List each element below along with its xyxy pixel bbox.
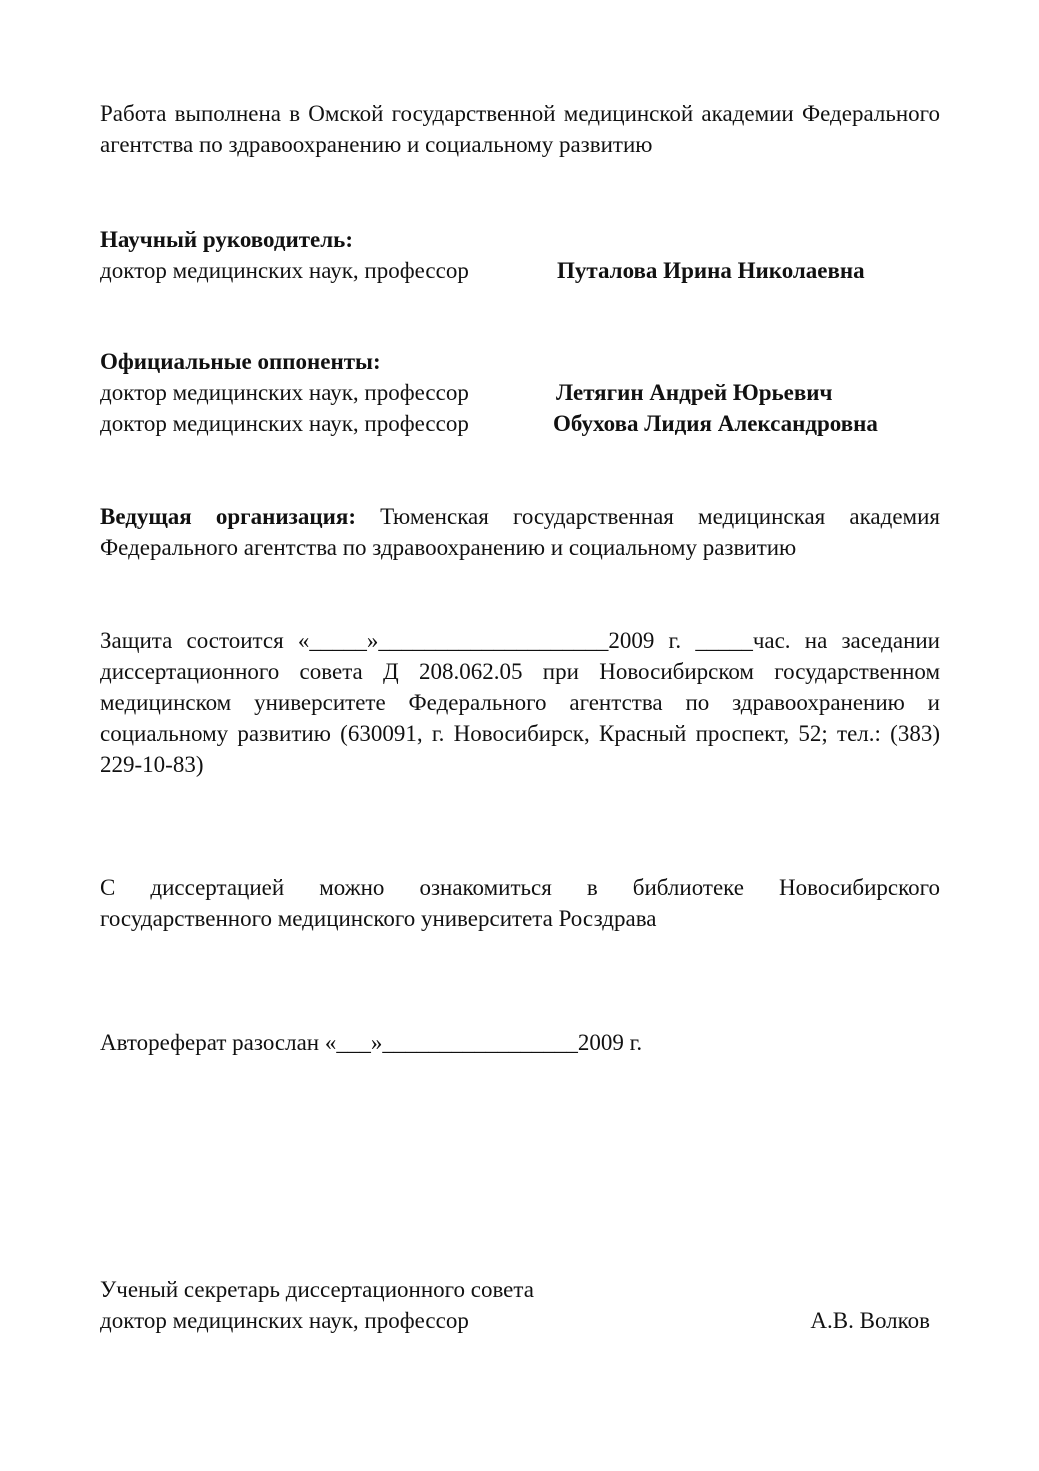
opponent-row	[100, 408, 940, 439]
secretary-name: А.В. Волков	[810, 1308, 930, 1333]
supervisor-heading: Научный руководитель:	[100, 227, 353, 252]
institution-paragraph: Работа выполнена в Омской государственной медицинской академии Федерального агентства по здравоохранению и социальному развитию	[100, 101, 940, 157]
supervisor-degree: доктор медицинских наук, профессор	[100, 258, 469, 283]
opponents-heading: Официальные оппоненты:	[100, 349, 381, 374]
leading-organization-paragraph	[100, 501, 940, 563]
supervisor-section	[100, 224, 940, 286]
opponents-section	[100, 346, 940, 439]
leading-organization-label: Ведущая организация:	[100, 504, 356, 529]
secretary-row	[100, 1305, 940, 1336]
supervisor-row	[100, 255, 940, 286]
opponent-degree: доктор медицинских наук, профессор	[100, 380, 469, 405]
abstract-sent-line: Автореферат разослан «___»_________________2009 г.	[100, 1030, 643, 1055]
supervisor-name: Путалова Ирина Николаевна	[557, 258, 865, 283]
opponent-degree: доктор медицинских наук, профессор	[100, 411, 469, 436]
library-paragraph: С диссертацией можно ознакомиться в библиотеке Новосибирского государственного медицинского университета Росздрава	[100, 875, 940, 931]
opponent-row	[100, 377, 940, 408]
secretary-section	[100, 1274, 940, 1336]
secretary-title: Ученый секретарь диссертационного совета	[100, 1277, 534, 1302]
leading-organization-text: Тюменская государственная медицинская академия Федерального агентства по здравоохранению и социальному развитию	[100, 504, 940, 560]
secretary-degree: доктор медицинских наук, профессор	[100, 1308, 469, 1333]
opponent-name: Летягин Андрей Юрьевич	[556, 380, 833, 405]
opponent-name: Обухова Лидия Александровна	[553, 411, 878, 436]
defense-paragraph: Защита состоится «_____»____________________2009 г. _____час. на заседании диссертационного совета Д 208.062.05 при Новосибирском государственном медицинском университете Федерального агентства по здравоохранению и социальному развитию (630091, г. Новосибирск, Красный проспект, 52; тел.: (383) 229-10-83)	[100, 628, 940, 777]
